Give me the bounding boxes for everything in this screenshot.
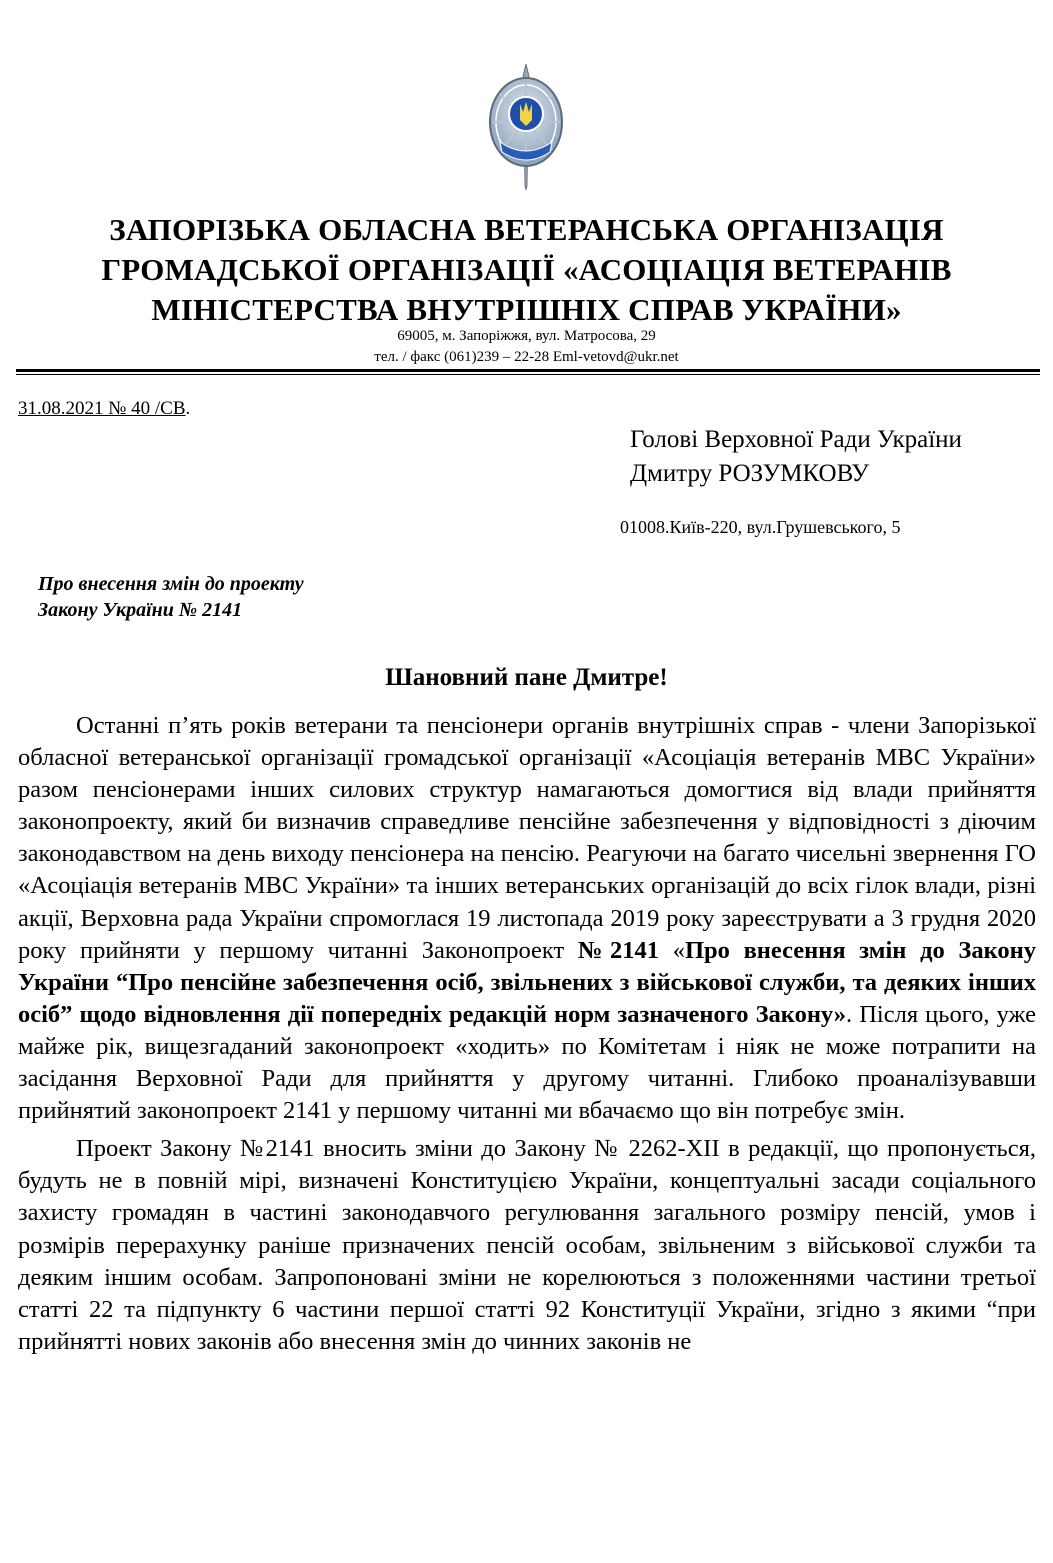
outgoing-number-text: 31.08.2021 № 40 /СВ [18,398,186,419]
org-name-line1: ЗАПОРІЗЬКА ОБЛАСНА ВЕТЕРАНСЬКА ОРГАНІЗАЦІЯ [109,212,944,247]
recipient-address: 01008.Київ-220, вул.Грушевського, 5 [620,517,901,537]
org-name-line2: ГРОМАДСЬКОЇ ОРГАНІЗАЦІЇ «АСОЦІАЦІЯ ВЕТЕРАНІВ [101,252,952,287]
recipient-title: Голові Верховної Ради України [630,426,962,453]
org-contacts: тел. / факс (061)239 – 22-28 Eml-vetovd@ukr.net [374,349,679,365]
outgoing-number [18,398,190,420]
letter-body [18,710,1036,1364]
police-veterans-emblem-icon [486,64,566,190]
p1-bill-number: №2141 [577,936,660,964]
recipient-name: Дмитру РОЗУМКОВУ [630,460,869,487]
org-address: 69005, м. Запоріжжя, вул. Матросова, 29 [397,328,656,344]
header-divider-thin [16,374,1040,375]
subject-line2: Закону України № 2141 [38,599,243,621]
body-paragraph-1 [18,710,1036,1127]
p1-text-b: « [659,936,685,964]
p1-bill-title: Про внесення змін до Закону України “Про пенсійне забезпечення осіб, звільнених з військової служби, та деяких інших осіб” щодо відновлення дії попередніх редакцій норм зазначеного Закону» [18,936,1036,1028]
body-paragraph-2: Проект Закону №2141 вносить зміни до Закону № 2262-XII в редакції, що пропонується, будуть не в повній мірі, визначені Конституцією України, концептуальні засади соціального захисту громадян в частині законодавчого регулювання загального розміру пенсій, умов і розмірів перерахунку раніше призначених пенсій особам, звільненим з військової служби та деяким іншим особам. Запропоновані зміни не корелюються з положеннями частини третьої статті 22 та підпункту 6 частини першої статті 92 Конституції України, згідно з якими “при прийнятті нових законів або внесення змін до чинних законів не [18,1135,1036,1355]
salutation: Шановний пане Дмитре! [385,664,668,691]
org-name-line3: МІНІСТЕРСТВА ВНУТРІШНІХ СПРАВ УКРАЇНИ» [151,292,902,327]
p1-text-a: Останні п’ять років ветерани та пенсіонери органів внутрішніх справ - члени Запорізької обласної ветеранської організації громадської організації «Асоціація ветеранів МВС України» разом пенсіонерами інших силових структур намагаються домогтися від влади прийняття законопроекту, який би визначив справедливе пенсійне забезпечення у відповідності з діючим законодавством на день виходу пенсіонера на пенсію. Реагуючи на багато чисельні звернення ГО «Асоціація ветеранів МВС України» та інших ветеранських організацій до всіх гілок влади, різні акції, Верховна рада України спромоглася 19 листопада 2019 року зареєструвати а 3 грудня 2020 року прийняти у першому читанні Законопроект [18,712,1036,964]
p1-text-c: . Після цього, уже майже рік, вищезгаданий законопроект «ходить» по Комітетам і ніяк не може потрапити на засідання Верховної Ради для прийняття у другому читанні. Глибоко проаналізувавши прийнятий законопроект 2141 у першому читанні ми вбачаємо що він потребує змін. [18,1000,1036,1125]
outgoing-number-dot: . [185,398,191,419]
header-divider [16,369,1040,372]
subject-line1: Про внесення змін до проекту [38,573,304,595]
